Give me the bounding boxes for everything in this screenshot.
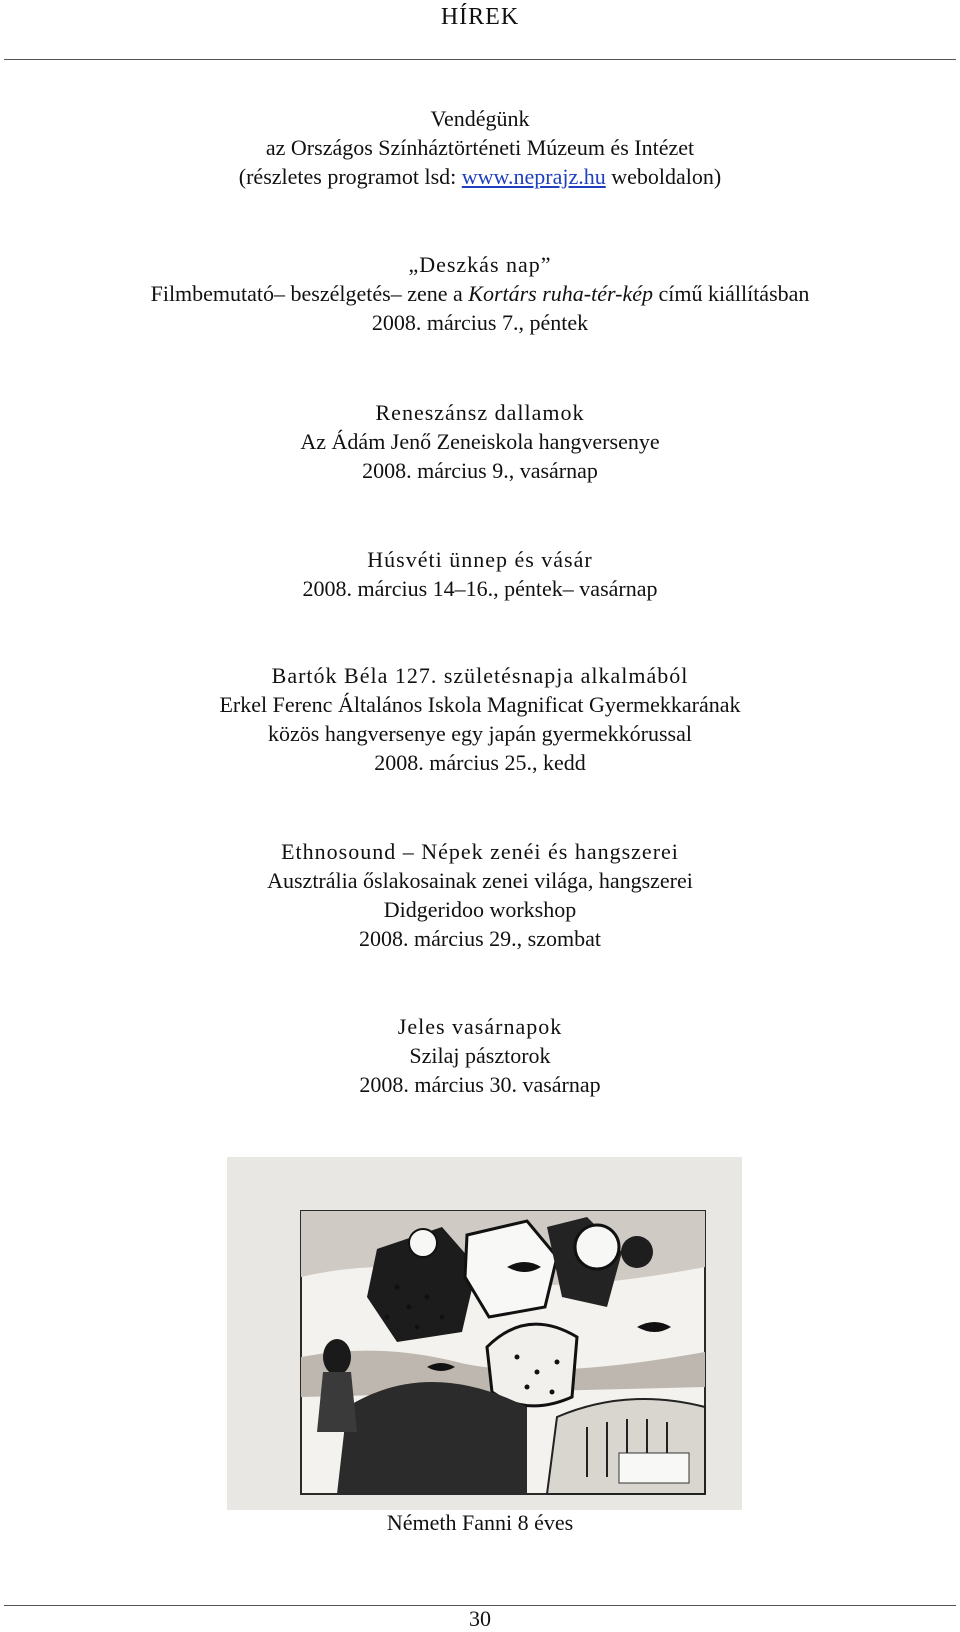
event-line: Didgeridoo workshop: [383, 897, 577, 922]
event-line: Szilaj pásztorok: [409, 1043, 551, 1068]
exhibition-title: Kortárs ruha-tér-kép: [468, 281, 653, 306]
event-line: [0, 279, 960, 308]
event-title: Ethnosound – Népek zenéi és hangszerei: [281, 839, 679, 864]
event-guest: [0, 104, 960, 191]
website-link[interactable]: www.neprajz.hu: [461, 164, 606, 189]
event-line: az Országos Színháztörténeti Múzeum és Intézet: [265, 135, 695, 160]
event-line: Az Ádám Jenő Zeneiskola hangversenye: [300, 429, 660, 454]
event-ethnosound: [0, 837, 960, 953]
event-renaissance: [0, 398, 960, 485]
event-line: [0, 162, 960, 191]
event-line: Ausztrália őslakosainak zenei világa, hangszerei: [267, 868, 693, 893]
event-date: 2008. március 14–16., péntek– vasárnap: [302, 576, 658, 601]
event-title: „Deszkás nap”: [408, 252, 552, 277]
drawing-illustration: [227, 1157, 742, 1510]
event-title: Reneszánsz dallamok: [375, 400, 585, 425]
childrens-drawing-image: [227, 1157, 742, 1510]
event-line: közös hangversenye egy japán gyermekkórussal: [268, 721, 692, 746]
page-number: 30: [469, 1606, 491, 1631]
event-text: című kiállításban: [652, 281, 810, 306]
event-title: Húsvéti ünnep és vásár: [367, 547, 593, 572]
event-text: weboldalon): [605, 164, 722, 189]
event-bartok: [0, 661, 960, 777]
event-date: 2008. március 25., kedd: [374, 750, 586, 775]
artwork-caption: Németh Fanni 8 éves: [386, 1510, 574, 1535]
page-header-title: HÍREK: [440, 4, 520, 30]
event-date: 2008. március 7., péntek: [371, 310, 589, 335]
event-deszkas-nap: [0, 250, 960, 337]
event-jeles-vasarnapok: [0, 1012, 960, 1099]
event-title: Jeles vasárnapok: [397, 1014, 563, 1039]
event-text: Filmbemutató– beszélgetés– zene a: [150, 281, 469, 306]
event-date: 2008. március 29., szombat: [359, 926, 601, 951]
event-line: Erkel Ferenc Általános Iskola Magnificat Gyermekkarának: [219, 692, 741, 717]
event-title: Bartók Béla 127. születésnapja alkalmából: [271, 663, 689, 688]
event-text: (részletes programot lsd:: [238, 164, 462, 189]
event-line: Vendégünk: [430, 106, 530, 131]
event-date: 2008. március 30. vasárnap: [359, 1072, 601, 1097]
header-rule: [4, 59, 956, 60]
event-date: 2008. március 9., vasárnap: [362, 458, 598, 483]
event-easter: [0, 545, 960, 603]
